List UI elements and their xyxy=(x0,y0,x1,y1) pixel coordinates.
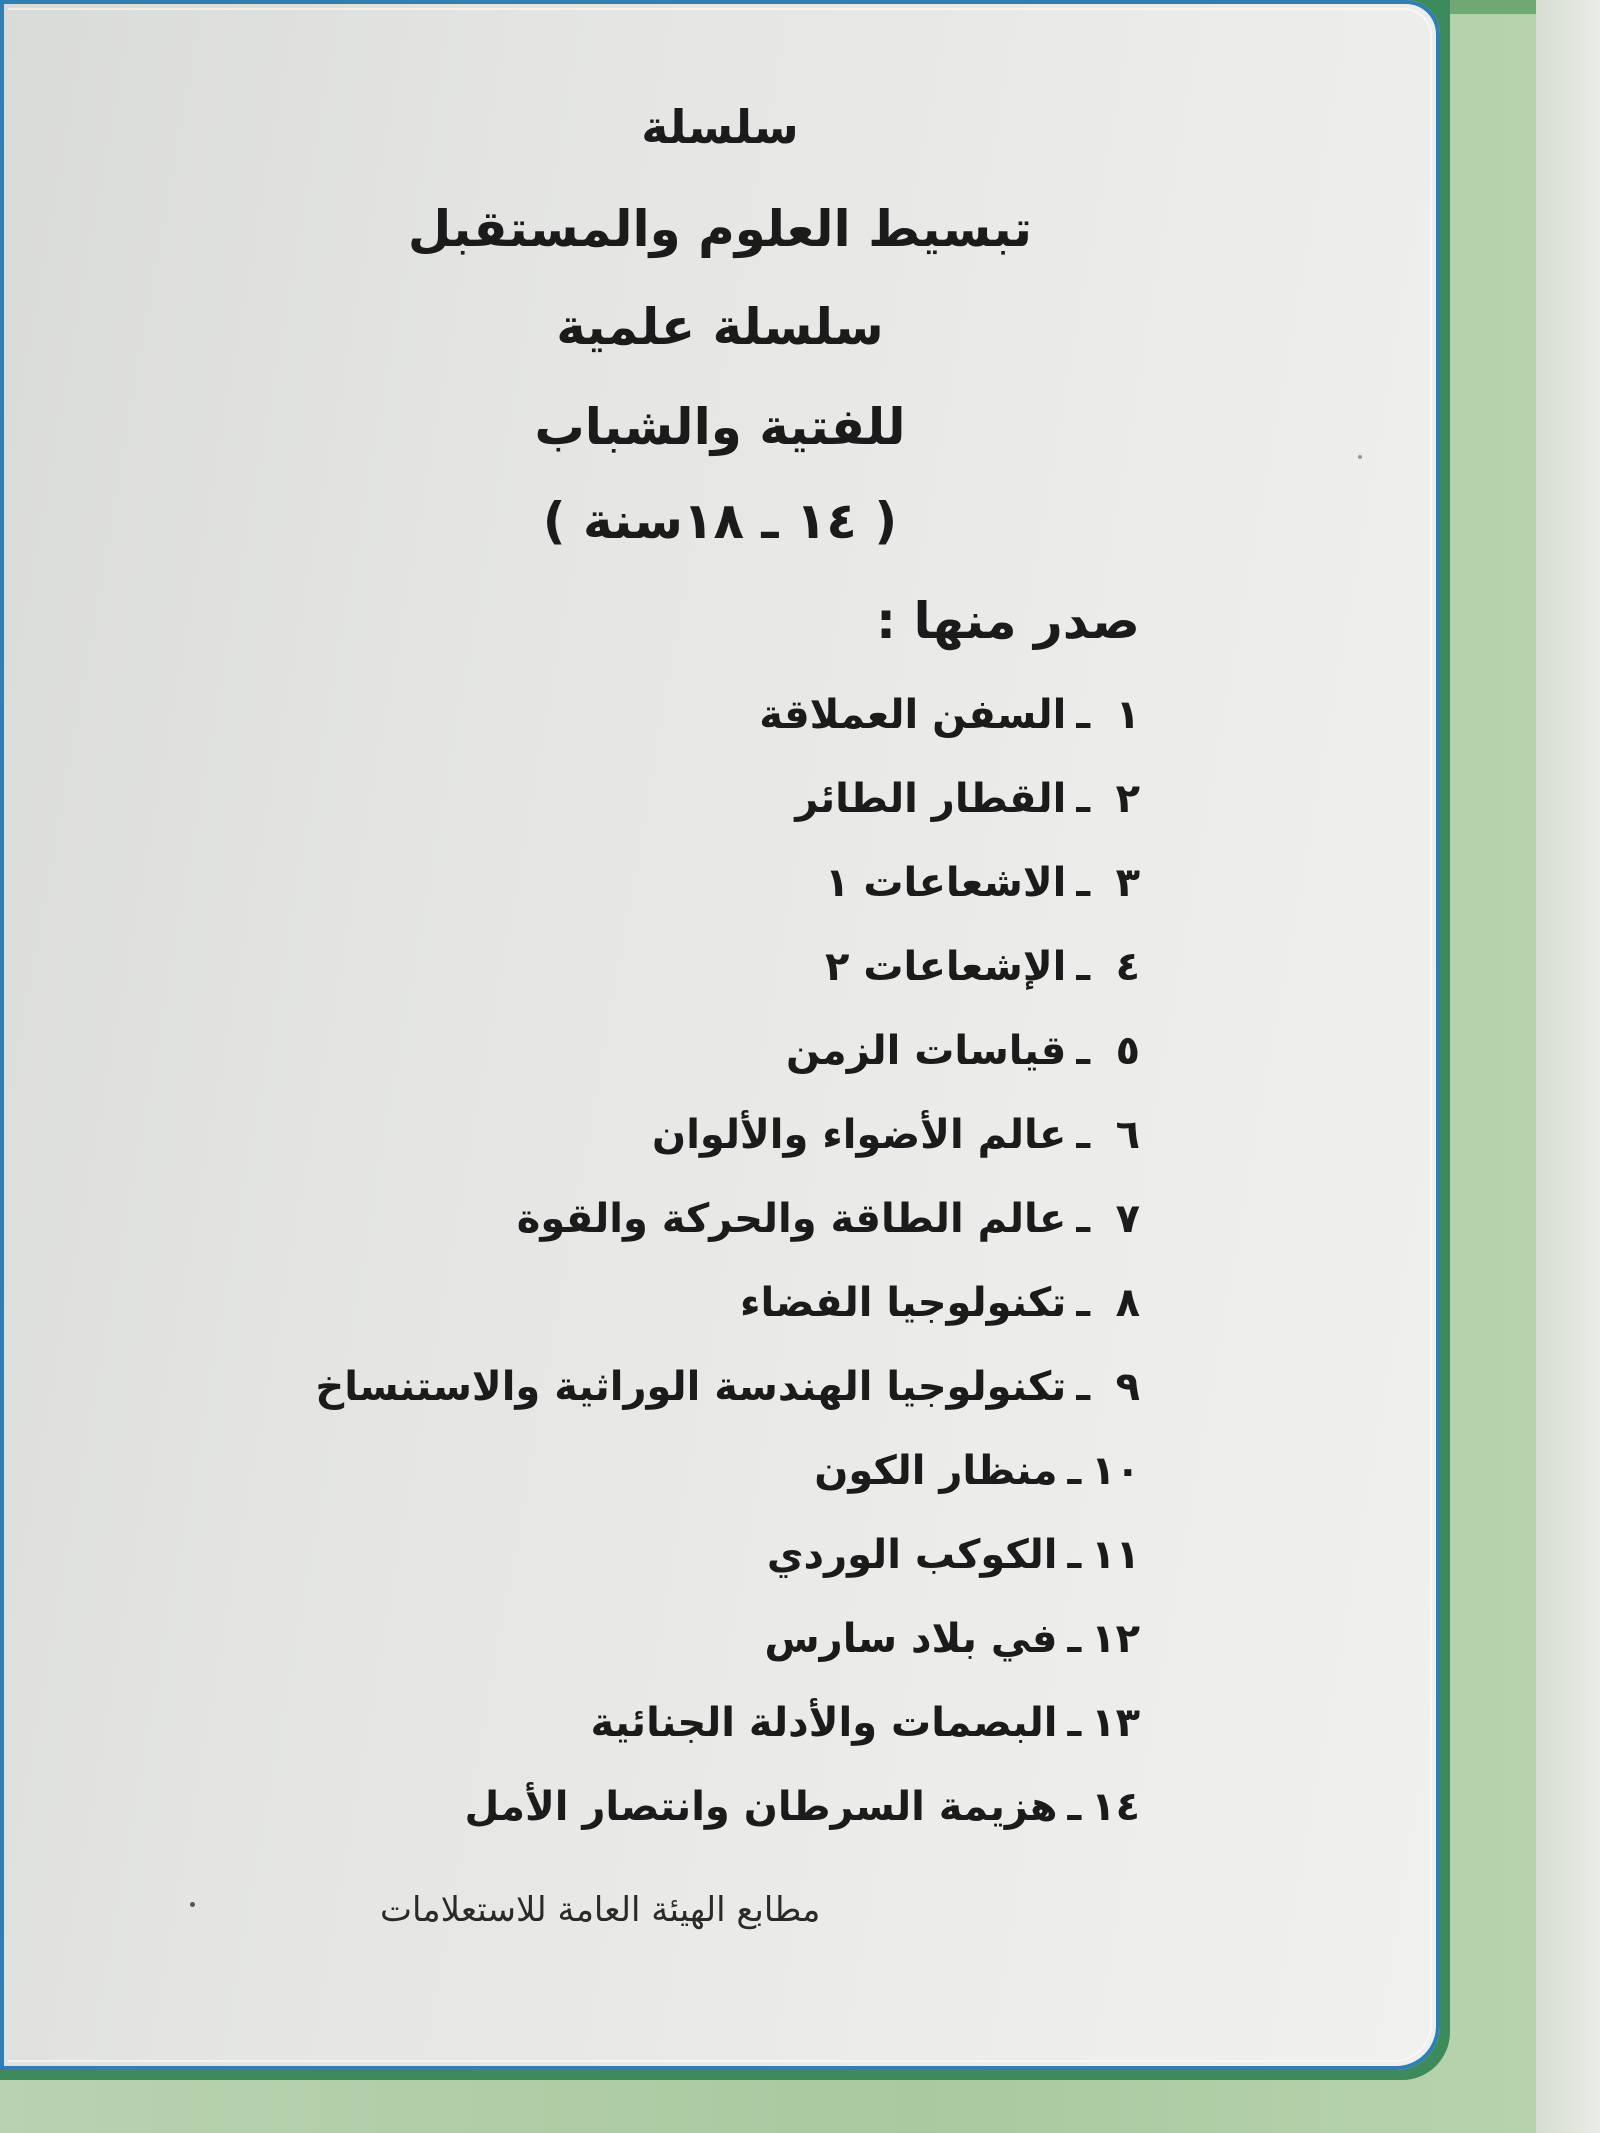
item-title: منظار الكون xyxy=(814,1448,1058,1494)
item-title: في بلاد سارس xyxy=(764,1616,1058,1662)
item-title: قياسات الزمن xyxy=(785,1028,1067,1074)
item-title: القطار الطائر xyxy=(795,776,1067,822)
item-title: عالم الطاقة والحركة والقوة xyxy=(516,1196,1067,1242)
item-dash: ـ xyxy=(1076,860,1090,906)
list-item xyxy=(90,1520,1140,1604)
list-item xyxy=(90,1772,1140,1856)
item-title: الكوكب الوردي xyxy=(766,1532,1058,1578)
list-item xyxy=(90,1604,1140,1688)
item-number: ١ xyxy=(1115,692,1140,738)
item-dash: ـ xyxy=(1076,1280,1090,1326)
item-number: ٦ xyxy=(1115,1112,1140,1158)
list-item xyxy=(90,1016,1140,1100)
item-number: ٨ xyxy=(1115,1280,1140,1326)
age-range: ( ١٤ ـ ١٨سنة ) xyxy=(542,492,898,550)
item-title: البصمات والأدلة الجنائية xyxy=(590,1700,1058,1746)
printer-credit: مطابع الهيئة العامة للاستعلامات xyxy=(380,1890,821,1930)
item-dash: ـ xyxy=(1076,692,1090,738)
list-item xyxy=(90,1268,1140,1352)
item-title: تكنولوجيا الفضاء xyxy=(740,1280,1067,1326)
paper-speck xyxy=(190,1902,195,1907)
item-number: ١٢ xyxy=(1091,1616,1140,1662)
list-item xyxy=(90,1184,1140,1268)
item-dash: ـ xyxy=(1067,1616,1082,1662)
item-number: ١٠ xyxy=(1091,1448,1140,1494)
list-item xyxy=(90,1352,1140,1436)
item-dash: ـ xyxy=(1076,1028,1090,1074)
item-title: السفن العملاقة xyxy=(759,692,1067,738)
item-dash: ـ xyxy=(1076,1364,1090,1410)
page-edge xyxy=(1536,0,1600,2133)
item-number: ٣ xyxy=(1115,860,1140,906)
list-item xyxy=(90,1436,1140,1520)
item-number: ١١ xyxy=(1091,1532,1140,1578)
item-title: الاشعاعات ١ xyxy=(825,860,1067,906)
item-number: ٢ xyxy=(1115,776,1140,822)
item-dash: ـ xyxy=(1076,1112,1090,1158)
item-title: تكنولوجيا الهندسة الوراثية والاستنساخ xyxy=(315,1364,1067,1410)
item-dash: ـ xyxy=(1076,776,1090,822)
item-dash: ـ xyxy=(1076,1196,1090,1242)
published-heading: صدر منها : xyxy=(876,592,1140,650)
audience: للفتية والشباب xyxy=(534,398,906,456)
series-name: تبسيط العلوم والمستقبل xyxy=(407,200,1033,258)
titles-list xyxy=(90,680,1140,1856)
item-dash: ـ xyxy=(1067,1448,1082,1494)
list-item xyxy=(90,680,1140,764)
item-number: ٤ xyxy=(1115,944,1140,990)
paper-speck xyxy=(1358,455,1362,459)
item-dash: ـ xyxy=(1067,1700,1082,1746)
item-dash: ـ xyxy=(1076,944,1090,990)
series-type: سلسلة علمية xyxy=(556,298,884,356)
series-label: سلسلة xyxy=(641,100,799,154)
list-item xyxy=(90,764,1140,848)
item-number: ٥ xyxy=(1115,1028,1140,1074)
item-dash: ـ xyxy=(1067,1532,1082,1578)
list-item xyxy=(90,932,1140,1016)
item-dash: ـ xyxy=(1067,1784,1082,1830)
item-number: ٧ xyxy=(1115,1196,1140,1242)
item-title: هزيمة السرطان وانتصار الأمل xyxy=(464,1784,1058,1830)
item-title: عالم الأضواء والألوان xyxy=(652,1112,1067,1158)
list-item xyxy=(90,848,1140,932)
item-title: الإشعاعات ٢ xyxy=(825,944,1067,990)
list-item xyxy=(90,1688,1140,1772)
item-number: ٩ xyxy=(1115,1364,1140,1410)
list-item xyxy=(90,1100,1140,1184)
item-number: ١٣ xyxy=(1091,1700,1140,1746)
item-number: ١٤ xyxy=(1091,1784,1140,1830)
